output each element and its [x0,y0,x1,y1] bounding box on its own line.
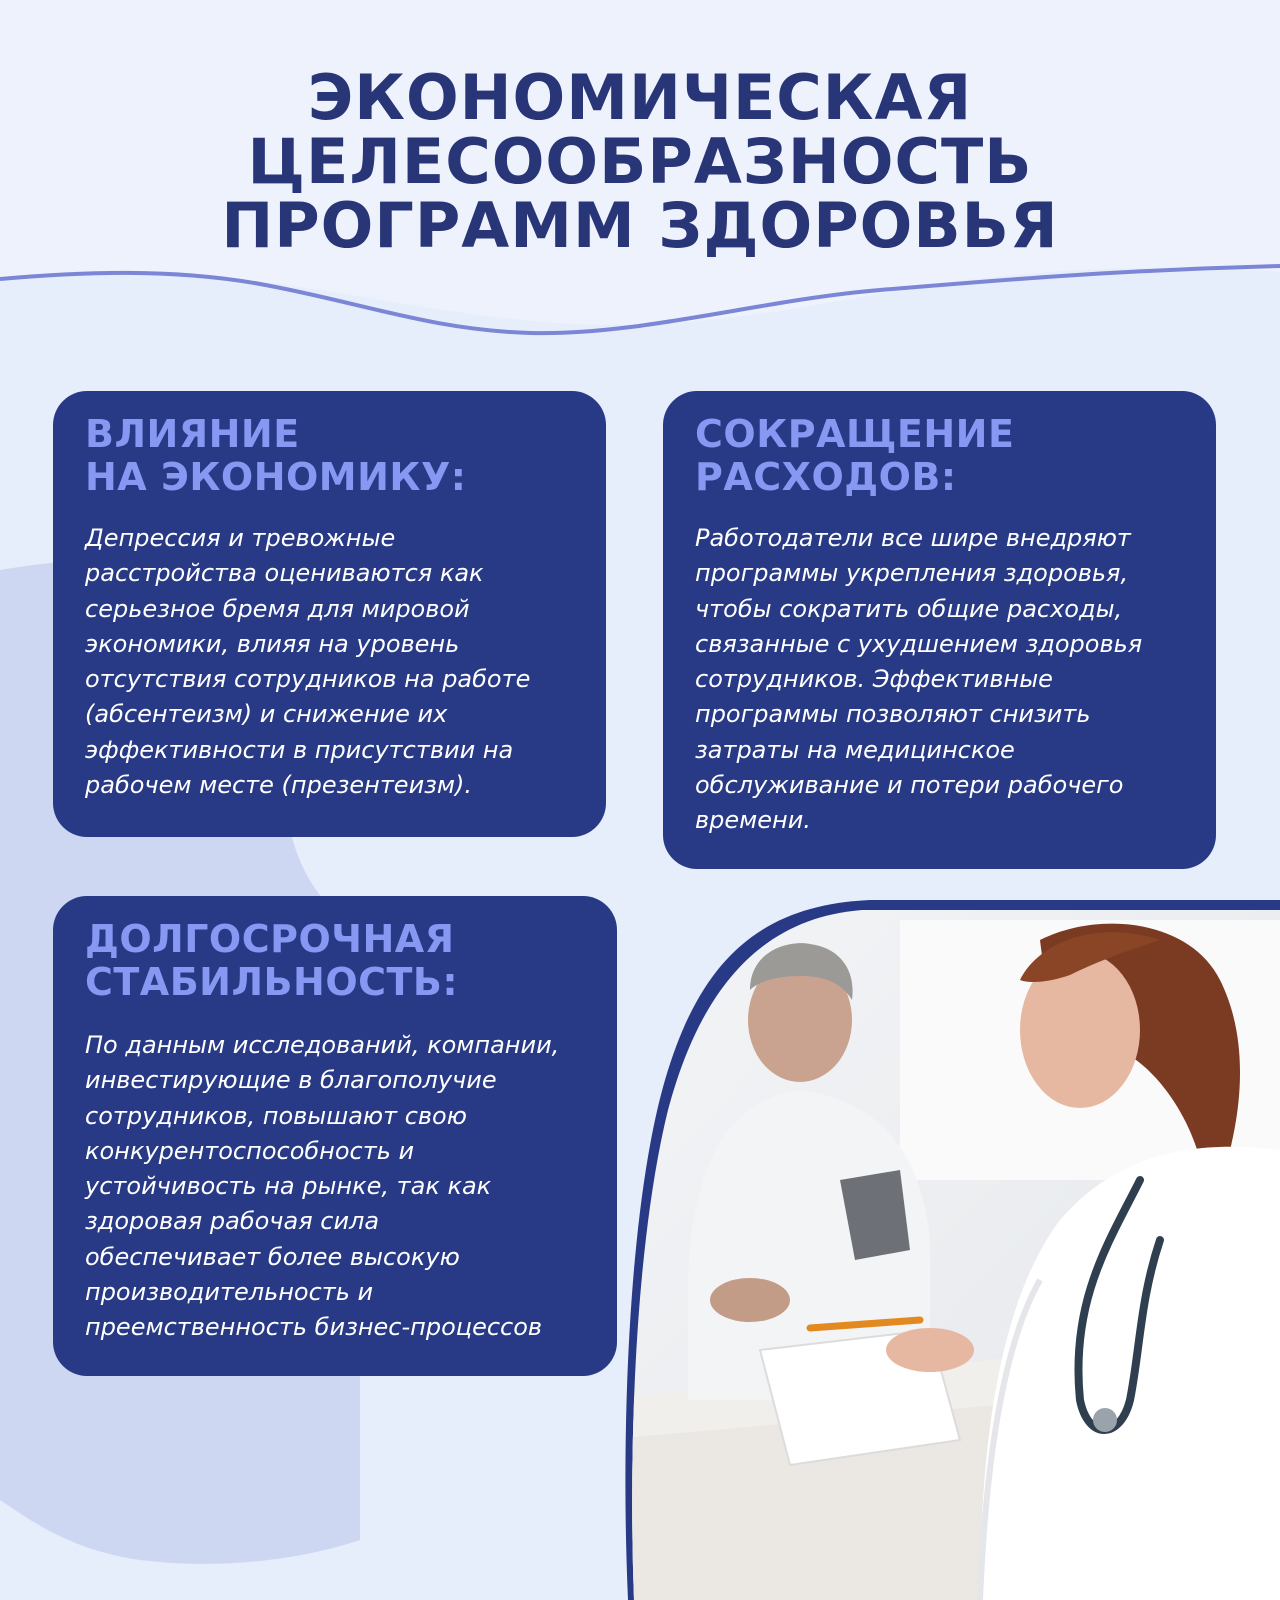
card-body-line: сотрудников, повышают свою [85,1101,467,1130]
card-body-line: эффективности в присутствии на [85,735,514,764]
card-body-line: производительность и [85,1278,374,1307]
card-body-line: (абсентеизм) и снижение их [85,700,448,729]
page-title [0,61,1280,262]
card-body-line: программы позволяют снизить [695,700,1091,729]
card-body-line: затраты на медицинское [695,735,1015,764]
card-economy-impact [53,391,606,837]
card-body-line: связанные с ухудшением здоровья [695,629,1143,658]
card-body-line: программы укрепления здоровья, [695,559,1129,588]
card-body [85,521,530,803]
card-body [85,1028,559,1346]
title-line-1: ЭКОНОМИЧЕСКАЯ [307,61,973,134]
card-body-line: сотрудников. Эффективные [695,665,1053,694]
card-heading-line: НА ЭКОНОМИКУ: [85,455,467,499]
card-body-line: обеспечивает более высокую [85,1242,460,1271]
card-body-line: отсутствия сотрудников на работе [85,665,531,694]
card-heading-line: РАСХОДОВ: [695,455,957,499]
card-body-line: экономики, влияя на уровень [85,629,460,658]
card-body-line: расстройства оцениваются как [85,559,484,588]
card-body-line: чтобы сократить общие расходы, [695,594,1123,623]
doctor-patient-photo [600,880,1280,1600]
card-heading-line: СОКРАЩЕНИЕ [695,412,1015,456]
card-cost-reduction [663,391,1216,869]
card-body-line: преемственность бизнес-процессов [85,1313,543,1342]
card-heading-line: СТАБИЛЬНОСТЬ: [85,960,459,1004]
card-body-line: серьезное бремя для мировой [85,594,470,623]
card-body-line: Работодатели все шире внедряют [695,524,1131,552]
card-heading [85,413,466,499]
card-heading [85,918,458,1004]
card-body-line: устойчивость на рынке, так как [85,1172,492,1201]
card-body-line: конкурентоспособность и [85,1136,415,1165]
title-line-2: ЦЕЛЕСООБРАЗНОСТЬ [247,125,1033,198]
card-heading [695,413,1014,499]
card-body-line: По данным исследований, компании, [85,1031,560,1059]
card-body-line: Депрессия и тревожные [85,524,396,552]
card-body-line: рабочем месте (презентеизм). [85,771,473,800]
card-body-line: здоровая рабочая сила [85,1207,380,1236]
card-heading-line: ДОЛГОСРОЧНАЯ [85,917,455,961]
card-body-line: обслуживание и потери рабочего [695,771,1124,800]
title-line-3: ПРОГРАММ ЗДОРОВЬЯ [221,189,1059,262]
card-long-term-stability [53,896,617,1376]
card-heading-line: ВЛИЯНИЕ [85,412,300,456]
card-body [695,521,1142,839]
card-body-line: инвестирующие в благополучие [85,1066,497,1095]
card-body-line: времени. [695,806,811,835]
